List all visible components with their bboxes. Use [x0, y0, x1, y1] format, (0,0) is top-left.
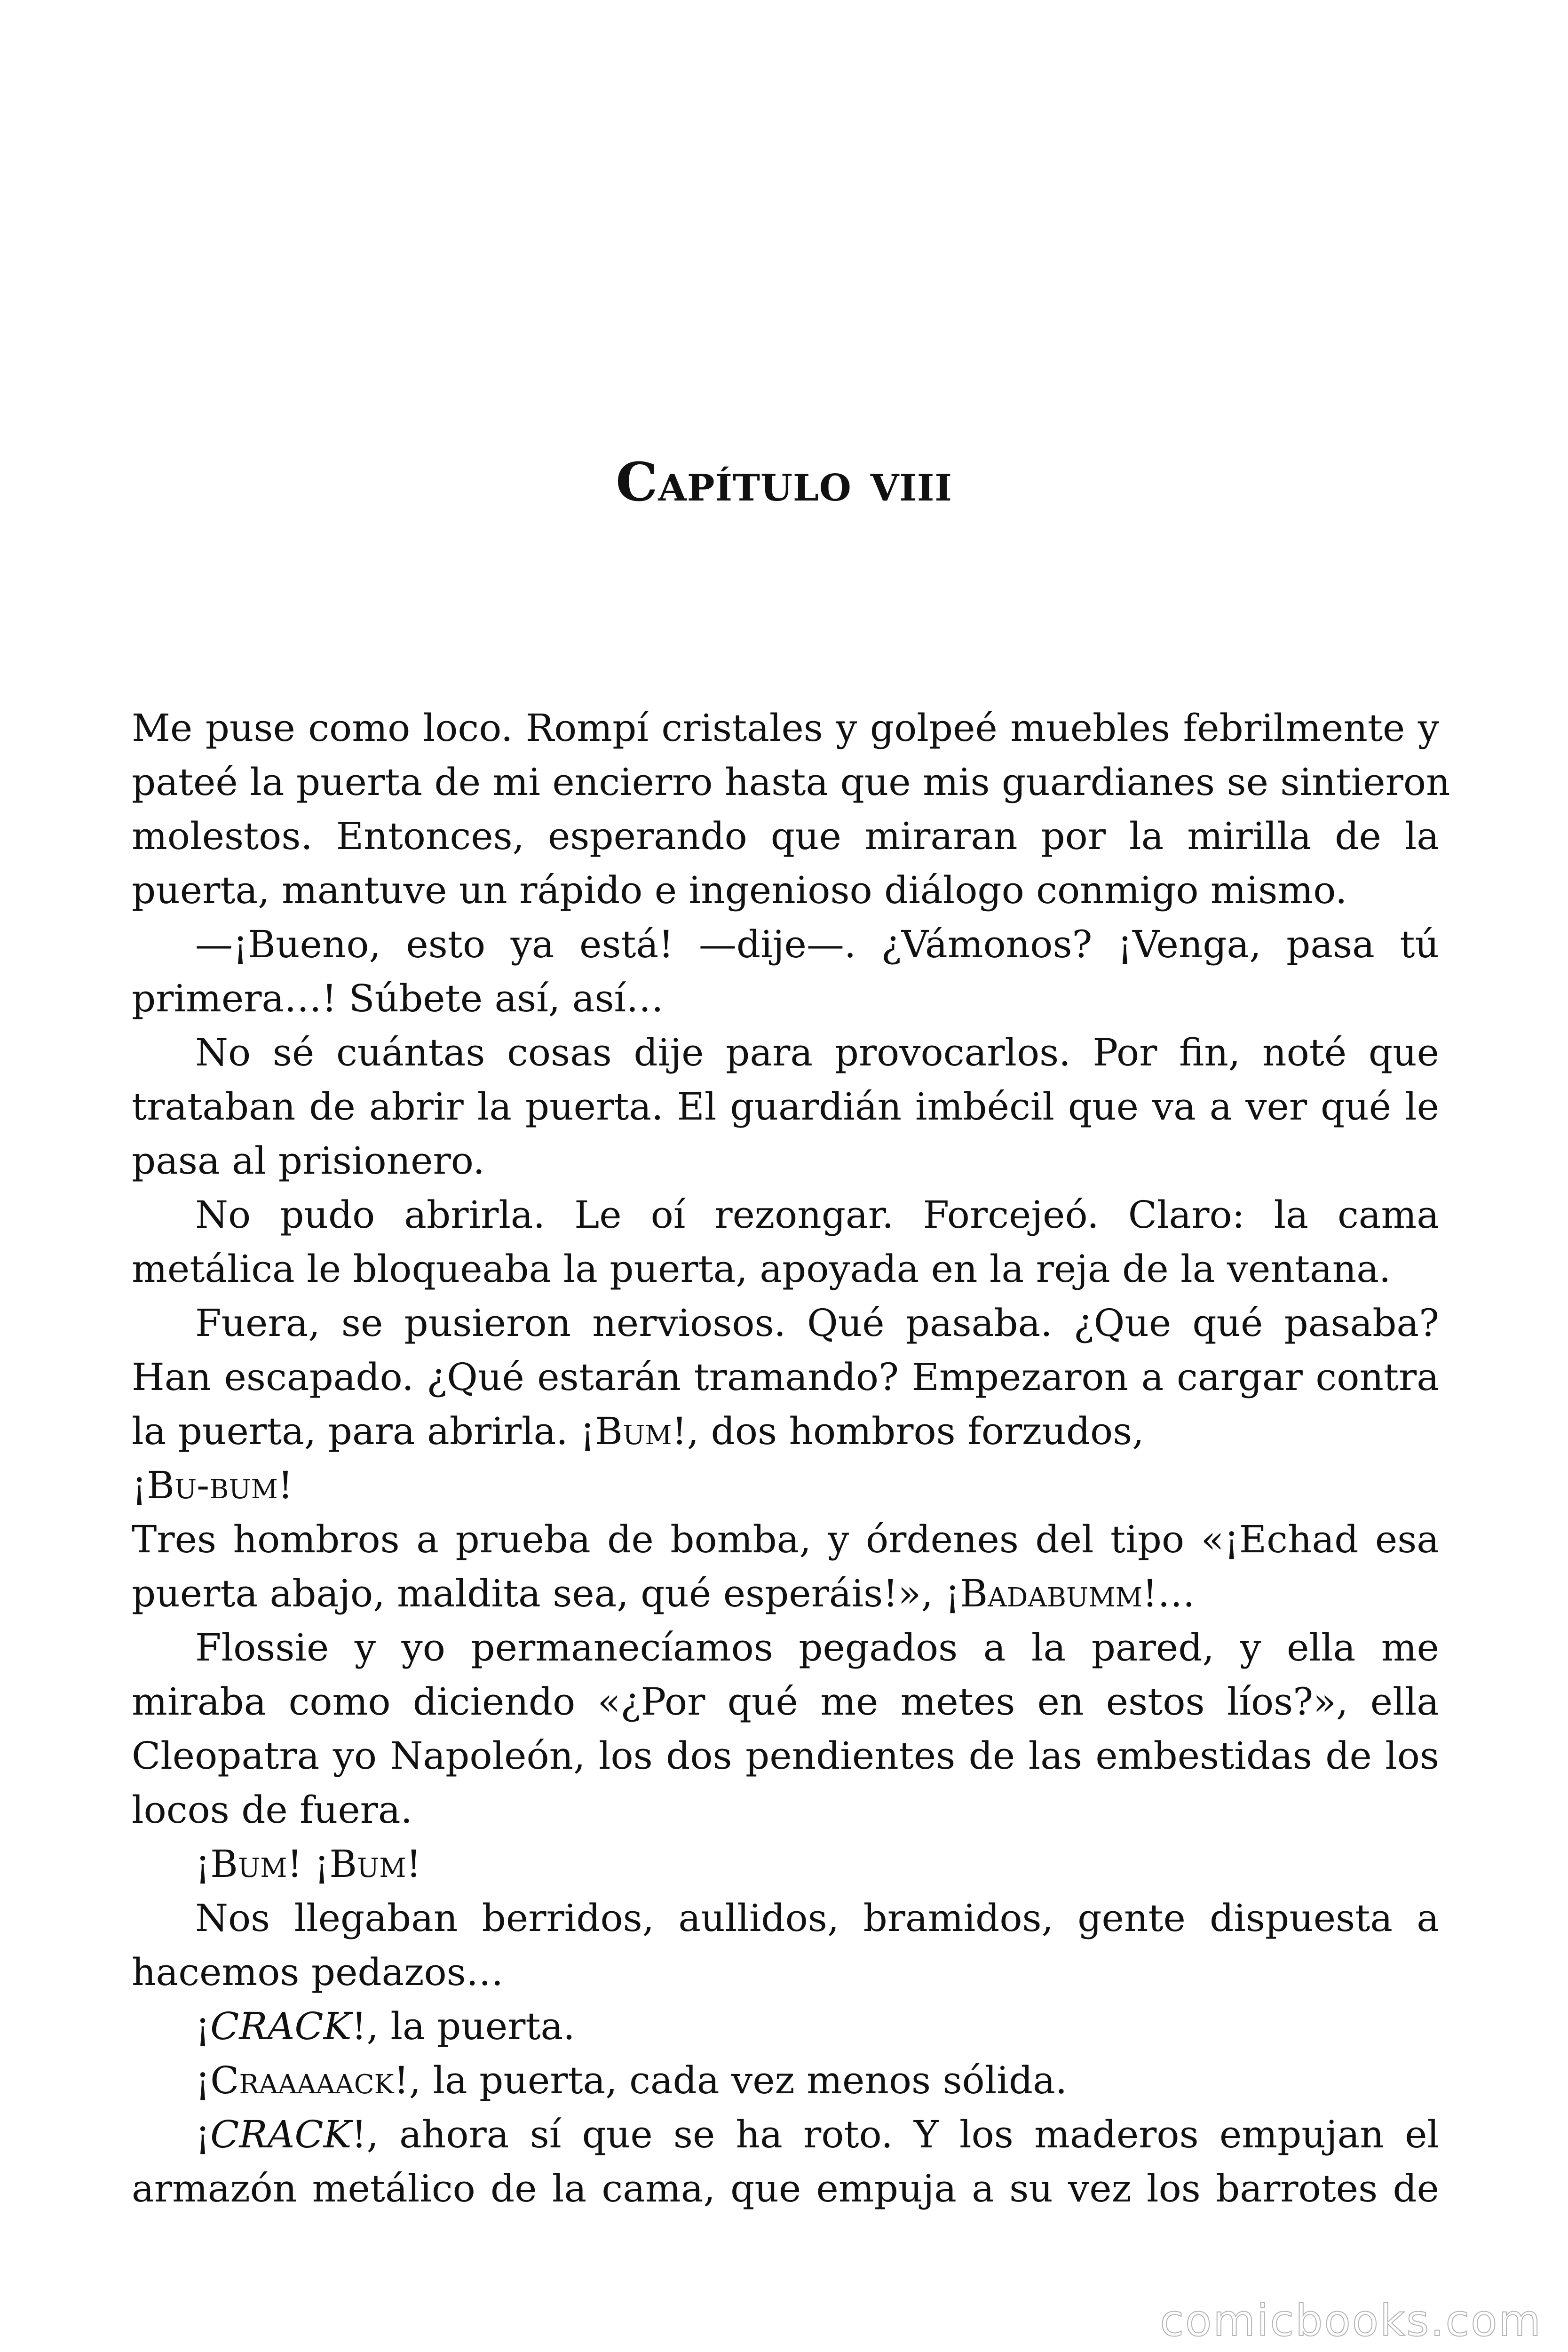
watermark: comicbooks.com: [1160, 2296, 1542, 2346]
text-line: [132, 1837, 1439, 1891]
onomatopoeia: Bum: [595, 1409, 672, 1453]
text-segment: !, la puerta, cada vez menos sólida.: [394, 2058, 1068, 2102]
text-segment: puerta abajo, maldita sea, qué esperáis!», ¡: [132, 1572, 960, 1615]
text-segment: ¡: [132, 1463, 147, 1507]
text-segment: !…: [1142, 1572, 1196, 1615]
text-segment: ¡: [195, 2058, 211, 2102]
text-line: trataban de abrir la puerta. El guardián imbécil que va a ver qué le: [132, 1085, 1439, 1128]
text-line: molestos. Entonces, esperando que miraran por la mirilla de la: [132, 814, 1439, 858]
text-line: [132, 1404, 1439, 1458]
text-segment: ¡: [195, 2004, 211, 2048]
text-line: primera…! Súbete así, así…: [132, 977, 664, 1020]
text-segment: !: [277, 1463, 293, 1507]
chapter-title-initial: C: [616, 452, 658, 513]
text-line: Han escapado. ¿Qué estarán tramando? Empezaron a cargar contra: [132, 1355, 1439, 1399]
body-text: [132, 701, 1450, 2216]
text-line: locos de fuera.: [132, 1788, 413, 1832]
text-line: metálica le bloqueaba la puerta, apoyada en la reja de la ventana.: [132, 1247, 1391, 1291]
text-line: Cleopatra yo Napoleón, los dos pendientes de las embestidas de los: [132, 1734, 1439, 1778]
text-line: [132, 2053, 1439, 2107]
onomatopoeia: Badabumm: [960, 1572, 1142, 1615]
text-segment: ¡: [195, 1842, 211, 1886]
text-line: Tres hombros a prueba de bomba, y órdenes del tipo «¡Echad esa: [132, 1518, 1439, 1561]
text-line: Flossie y yo permanecíamos pegados a la pared, y ella me: [195, 1626, 1439, 1669]
text-line: [132, 1458, 1439, 1512]
chapter-title: [0, 452, 1568, 513]
text-segment: !: [406, 1842, 421, 1886]
text-line: Fuera, se pusieron nerviosos. Qué pasaba. ¿Que qué pasaba?: [195, 1301, 1439, 1345]
chapter-title-rest: apítulo viii: [658, 452, 952, 513]
onomatopoeia: Bum: [329, 1842, 406, 1886]
text-segment: la puerta, para abrirla. ¡: [132, 1409, 595, 1453]
onomatopoeia: Bu-bum: [147, 1463, 278, 1507]
onomatopoeia: CRACK: [210, 2113, 352, 2156]
text-segment: !, dos hombros forzudos,: [672, 1409, 1144, 1453]
text-line: [132, 2107, 1439, 2161]
text-segment: ¡: [195, 2113, 211, 2156]
text-segment: !, ahora sí que se ha roto. Y los maderos empujan el: [351, 2113, 1439, 2156]
text-line: puerta, mantuve un rápido e ingenioso diálogo conmigo mismo.: [132, 868, 1347, 912]
text-line: pateé la puerta de mi encierro hasta que mis guardianes se sintieron: [132, 760, 1450, 804]
onomatopoeia: Bum: [210, 1842, 287, 1886]
onomatopoeia: Craaaaack: [210, 2058, 394, 2102]
text-line: No pudo abrirla. Le oí rezongar. Forcejeó. Claro: la cama: [195, 1193, 1439, 1237]
text-line: miraba como diciendo «¿Por qué me metes en estos líos?», ella: [132, 1680, 1439, 1724]
text-line: Me puse como loco. Rompí cristales y golpeé muebles febrilmente y: [132, 706, 1439, 750]
text-line: hacemos pedazos…: [132, 1950, 504, 1994]
text-line: Nos llegaban berridos, aullidos, bramidos, gente dispuesta a: [195, 1896, 1439, 1940]
text-line: pasa al prisionero.: [132, 1139, 485, 1183]
text-segment: ! ¡: [287, 1842, 330, 1886]
onomatopoeia: CRACK: [210, 2004, 352, 2048]
text-segment: !, la puerta.: [351, 2004, 575, 2048]
text-line: —¡Bueno, esto ya está! —dije—. ¿Vámonos? ¡Venga, pasa tú: [195, 922, 1439, 966]
text-line: [132, 1999, 1439, 2053]
text-line: armazón metálico de la cama, que empuja a su vez los barrotes de: [132, 2167, 1439, 2210]
text-line: No sé cuántas cosas dije para provocarlos. Por fin, noté que: [195, 1031, 1439, 1074]
text-line: [132, 1566, 1439, 1621]
